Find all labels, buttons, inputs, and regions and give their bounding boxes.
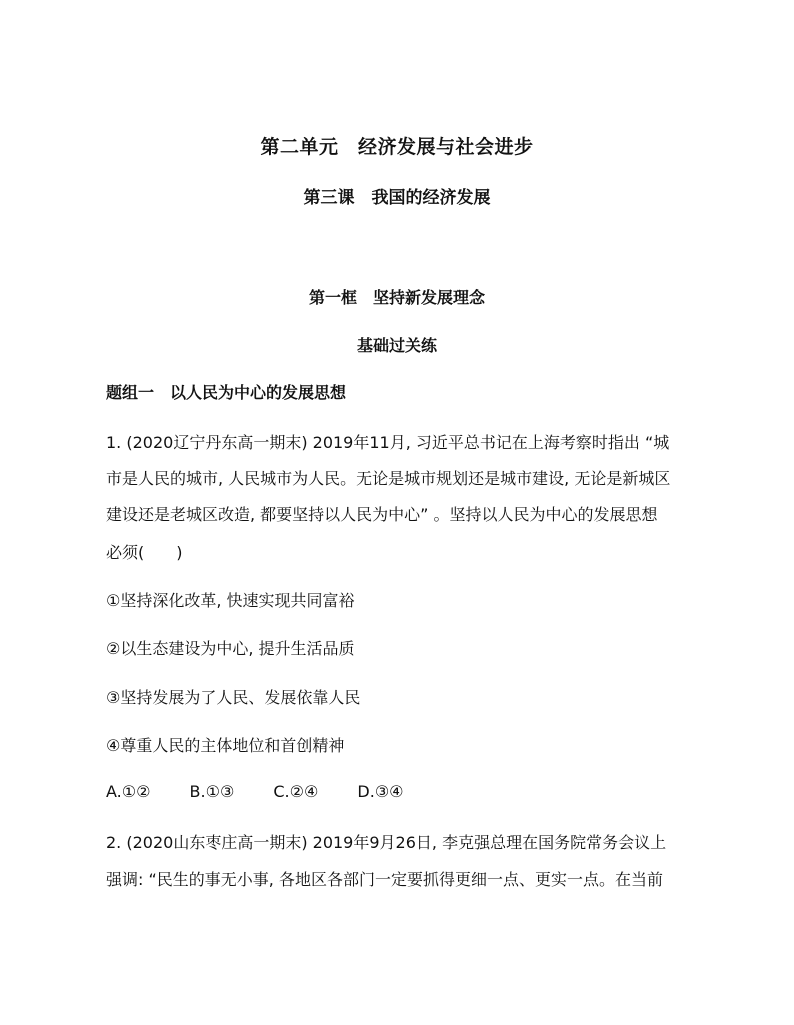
question-1-line-3: 建设还是老城区改造, 都要坚持以人民为中心” 。坚持以人民为中心的发展思想 bbox=[106, 505, 658, 524]
question-group-title: 题组一 以人民为中心的发展思想 bbox=[106, 383, 347, 402]
unit-title: 第二单元 经济发展与社会进步 bbox=[260, 136, 534, 158]
section-title: 基础过关练 bbox=[356, 336, 437, 355]
question-2-line-1: 2. (2020山东枣庄高一期末) 2019年9月26日, 李克强总理在国务院常务会议上 bbox=[106, 833, 667, 852]
question-1-choices bbox=[106, 782, 438, 801]
choice-d: D.③④ bbox=[357, 782, 404, 801]
question-1-option-4: ④尊重人民的主体地位和首创精神 bbox=[106, 736, 345, 755]
question-1-option-1: ①坚持深化改革, 快速实现共同富裕 bbox=[106, 591, 355, 610]
question-1-option-3: ③坚持发展为了人民、发展依靠人民 bbox=[106, 688, 361, 707]
choice-c: C.②④ bbox=[273, 782, 319, 801]
frame-title: 第一框 坚持新发展理念 bbox=[308, 288, 485, 307]
question-1-line-4: 必须( ) bbox=[106, 543, 183, 562]
question-1-option-2: ②以生态建设为中心, 提升生活品质 bbox=[106, 639, 355, 658]
choice-a: A.①② bbox=[106, 782, 151, 801]
choice-b: B.①③ bbox=[189, 782, 235, 801]
question-1-line-2: 市是人民的城市, 人民城市为人民。无论是城市规划还是城市建设, 无论是新城区 bbox=[106, 469, 671, 488]
question-1-line-1: 1. (2020辽宁丹东高一期末) 2019年11月, 习近平总书记在上海考察时指出 “城 bbox=[106, 433, 670, 452]
question-2-line-2: 强调: “民生的事无小事, 各地区各部门一定要抓得更细一点、更实一点。在当前 bbox=[106, 870, 663, 889]
lesson-title: 第三课 我国的经济发展 bbox=[303, 188, 491, 208]
